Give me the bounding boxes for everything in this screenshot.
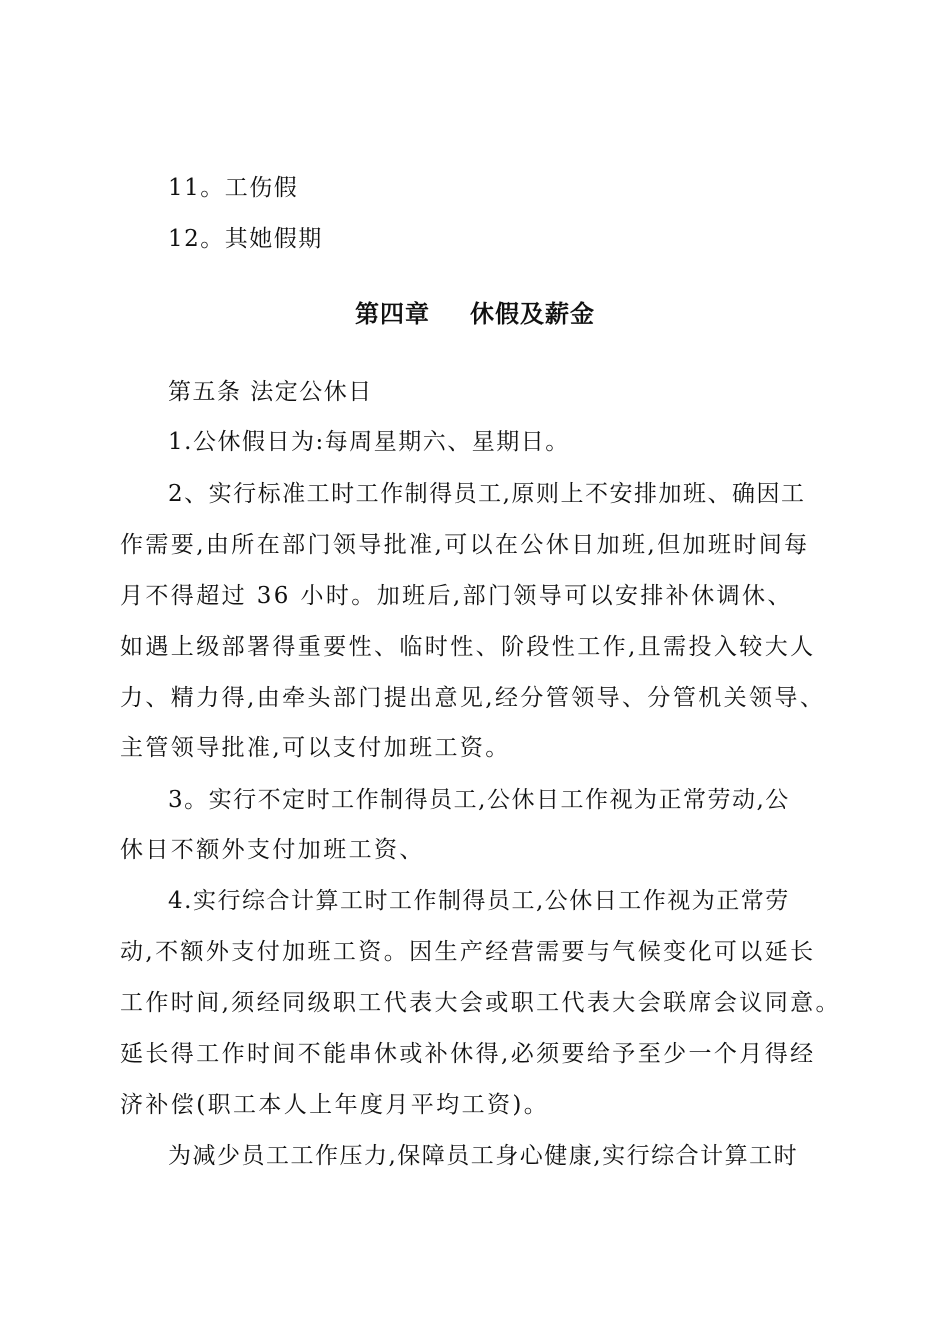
chapter-number: 第四章 xyxy=(355,300,430,328)
paragraph-2-line-5: 力、精力得,由牵头部门提出意见,经分管领导、分管机关领导、 xyxy=(120,685,826,711)
list-item-other-leave: 12。其她假期 xyxy=(168,226,323,252)
paragraph-2-line-6: 主管领导批准,可以支付加班工资。 xyxy=(120,735,511,761)
paragraph-4-line-3: 工作时间,须经同级职工代表大会或职工代表大会联席会议同意。 xyxy=(120,990,841,1016)
paragraph-2-line-1: 2、实行标准工时工作制得员工,原则上不安排加班、确因工 xyxy=(168,481,806,507)
article-title: 第五条 法定公休日 xyxy=(168,379,373,405)
paragraph-1: 1.公休假日为:每周星期六、星期日。 xyxy=(168,429,570,455)
paragraph-5-line-1: 为减少员工工作压力,保障员工身心健康,实行综合计算工时 xyxy=(168,1143,799,1169)
chapter-title: 休假及薪金 xyxy=(470,300,595,328)
list-item-work-injury-leave: 11。工伤假 xyxy=(168,175,299,201)
paragraph-4-line-5: 济补偿(职工本人上年度月平均工资)。 xyxy=(120,1092,550,1118)
paragraph-3-line-1: 3。实行不定时工作制得员工,公休日工作视为正常劳动,公 xyxy=(168,787,790,813)
paragraph-3-line-2: 休日不额外支付加班工资、 xyxy=(120,837,425,863)
paragraph-2-line-4: 如遇上级部署得重要性、临时性、阶段性工作,且需投入较大人 xyxy=(120,634,816,660)
paragraph-2-line-2: 作需要,由所在部门领导批准,可以在公休日加班,但加班时间每 xyxy=(120,532,810,558)
paragraph-4-line-4: 延长得工作时间不能串休或补休得,必须要给予至少一个月得经 xyxy=(120,1041,816,1067)
paragraph-4-line-2: 动,不额外支付加班工资。因生产经营需要与气候变化可以延长 xyxy=(120,939,816,965)
paragraph-4-line-1: 4.实行综合计算工时工作制得员工,公休日工作视为正常劳 xyxy=(168,888,790,914)
chapter-heading xyxy=(0,298,950,330)
paragraph-2-line-3: 月不得超过 36 小时。加班后,部门领导可以安排补休调休、 xyxy=(120,583,793,609)
